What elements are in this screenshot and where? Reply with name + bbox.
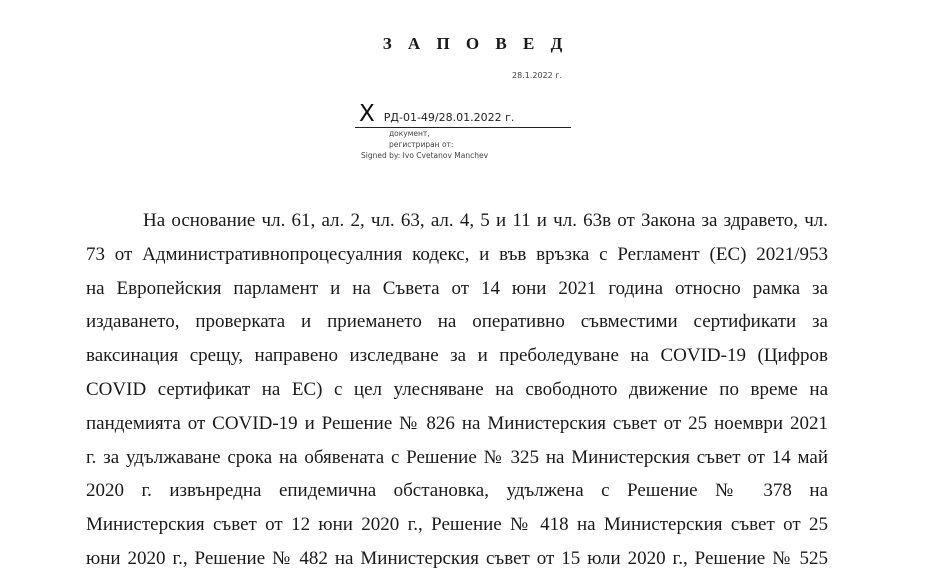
- signature-line: [355, 98, 571, 128]
- body-line: на Европейския парламент и на Съвета от 14 юни 2021 година относно рамка за: [86, 277, 828, 299]
- body-line: 2020 г. извънредна епидемична обстановка, удължена с Решение № 378 на: [86, 480, 828, 502]
- signature-meta: [355, 128, 571, 161]
- body-line: 73 от Административнопроцесуалния кодекс, и във връзка с Регламент (ЕС) 2021/953: [86, 243, 828, 265]
- signed-by: Signed by: Ivo Cvetanov Manchev: [361, 151, 489, 160]
- body-line: г. за удължаване срока на обявената с Решение № 325 на Министерския съвет от 14 май: [86, 446, 828, 468]
- document-date: 28.1.2022 г.: [512, 71, 563, 80]
- order-body-paragraph: [86, 204, 828, 576]
- body-line: На основание чл. 61, ал. 2, чл. 63, ал. 4, 5 и 11 и чл. 63в от Закона за здравето, чл.: [143, 210, 828, 231]
- signature-meta-registered: регистриран от:: [389, 140, 454, 149]
- body-line: пандемията от COVID-19 и Решение № 826 на Министерския съвет от 25 ноември 2021: [86, 412, 828, 434]
- signature-meta-document: документ,: [389, 129, 430, 138]
- document-title: З А П О В Е Д: [382, 34, 569, 53]
- registration-number: РД-01-49/28.01.2022 г.: [383, 111, 515, 124]
- body-line: Министерския съвет от 12 юни 2020 г., Решение № 418 на Министерския съвет от 25: [86, 514, 828, 536]
- body-line: юни 2020 г., Решение № 482 на Министерския съвет от 15 юли 2020 г., Решение № 525: [86, 547, 828, 569]
- signature-x-mark: X: [359, 101, 375, 127]
- body-line: COVID сертификат на ЕС) с цел улесняване на свободното движение по време на: [86, 378, 828, 400]
- body-line: издаването, проверката и приемането на оперативно съвместими сертификати за: [86, 311, 828, 333]
- body-line: ваксинация срещу, направено изследване за и преболедуване на COVID-19 (Цифров: [86, 345, 828, 367]
- signature-block: [355, 98, 571, 161]
